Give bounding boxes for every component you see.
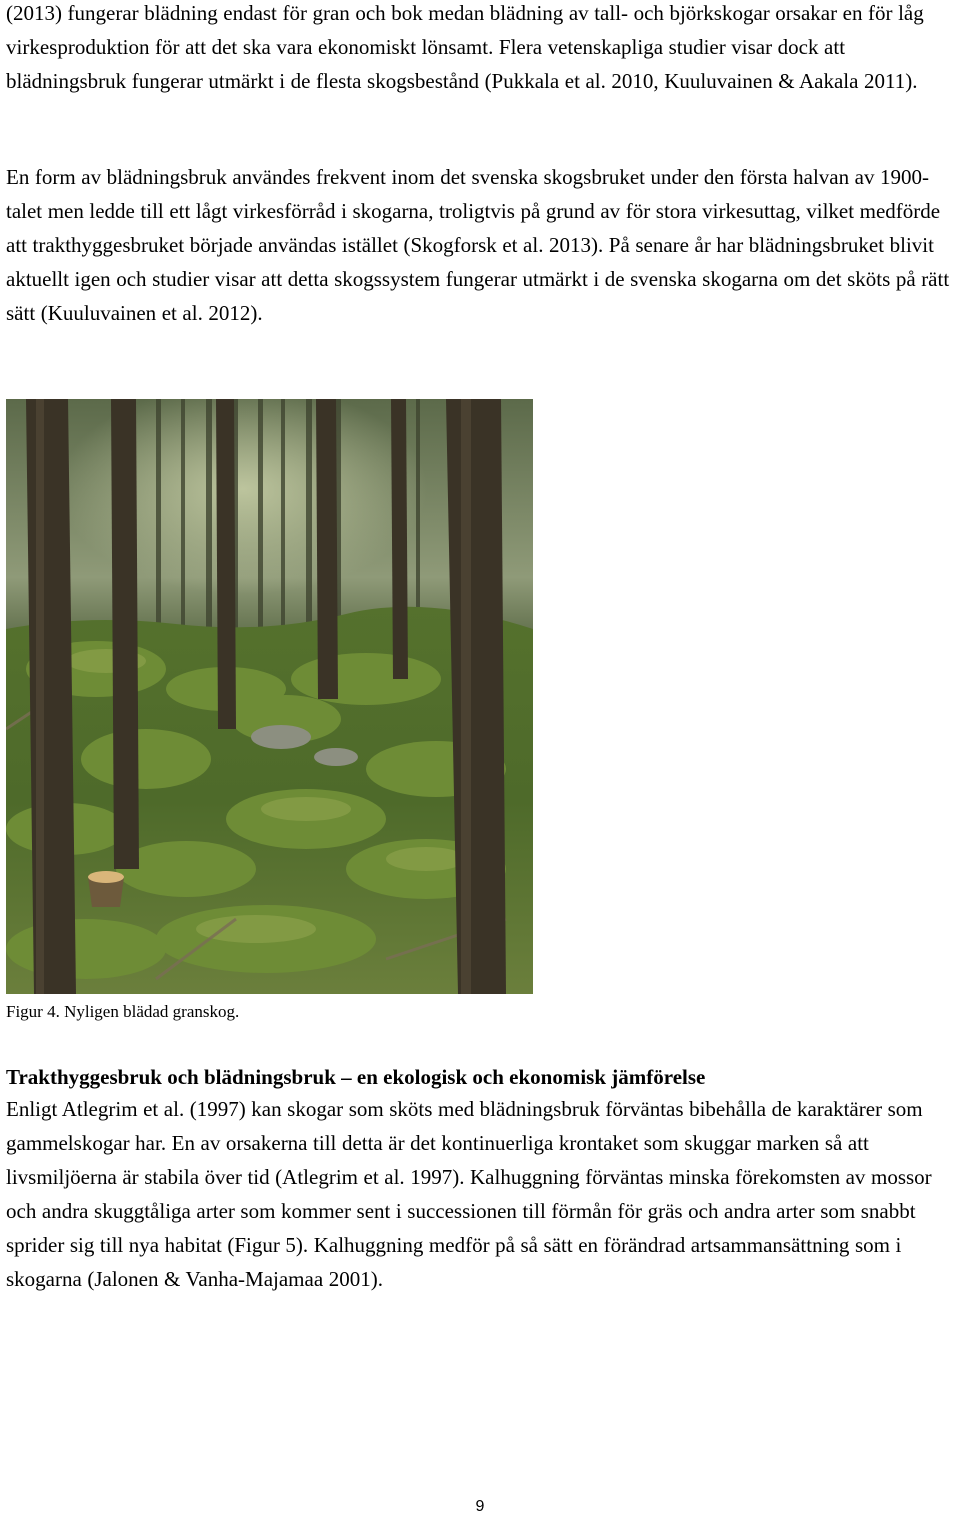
paragraph-ecology: Enligt Atlegrim et al. (1997) kan skogar som sköts med blädningsbruk förväntas bibehålla de karaktärer som gammelskogar har. En av orsakerna till detta är det kontinuerliga krontaket som skuggar marken så att livsmiljöerna är stabila över tid (Atlegrim et al. 1997). Kalhuggning förväntas minska förekomsten av mossor och andra skuggtåliga arter som kommer sent i successionen till förmån för gräs och andra arter som snabbt sprider sig till nya habitat (Figur 5). Kalhuggning medför på så sätt en förändrad artsammansättning som i skogarna (Jalonen & Vanha-Majamaa 2001). bbox=[6, 1097, 932, 1291]
paragraph-history: En form av blädningsbruk användes frekvent inom det svenska skogsbruket under den första halvan av 1900-talet men ledde till ett lågt virkesförråd i skogarna, troligtvis på grund av för stora virkesuttag, vilket medförde att trakthyggesbruket började användas istället (Skogforsk et al. 2013). På senare år har blädningsbruket blivit aktuellt igen och studier visar att detta skogssystem fungerar utmärkt i de svenska skogarna om det sköts på rätt sätt (Kuuluvainen et al. 2012). bbox=[6, 165, 950, 325]
figure-caption: Figur 4. Nyligen blädad granskog. bbox=[6, 1002, 240, 1021]
paragraph-intro: (2013) fungerar blädning endast för gran och bok medan blädning av tall- och björkskogar orsakar en för låg virkesproduktion för att det ska vara ekonomiskt lönsamt. Flera vetenskapliga studier visar dock att blädningsbruk fungerar utmärkt i de flesta skogsbestånd (Pukkala et al. 2010, Kuuluvainen & Aakala 2011). bbox=[6, 1, 924, 93]
section-heading: Trakthyggesbruk och blädningsbruk – en ekologisk och ekonomisk jämförelse bbox=[6, 1065, 706, 1089]
page-number: 9 bbox=[475, 1498, 485, 1515]
forest-photo bbox=[6, 399, 533, 994]
